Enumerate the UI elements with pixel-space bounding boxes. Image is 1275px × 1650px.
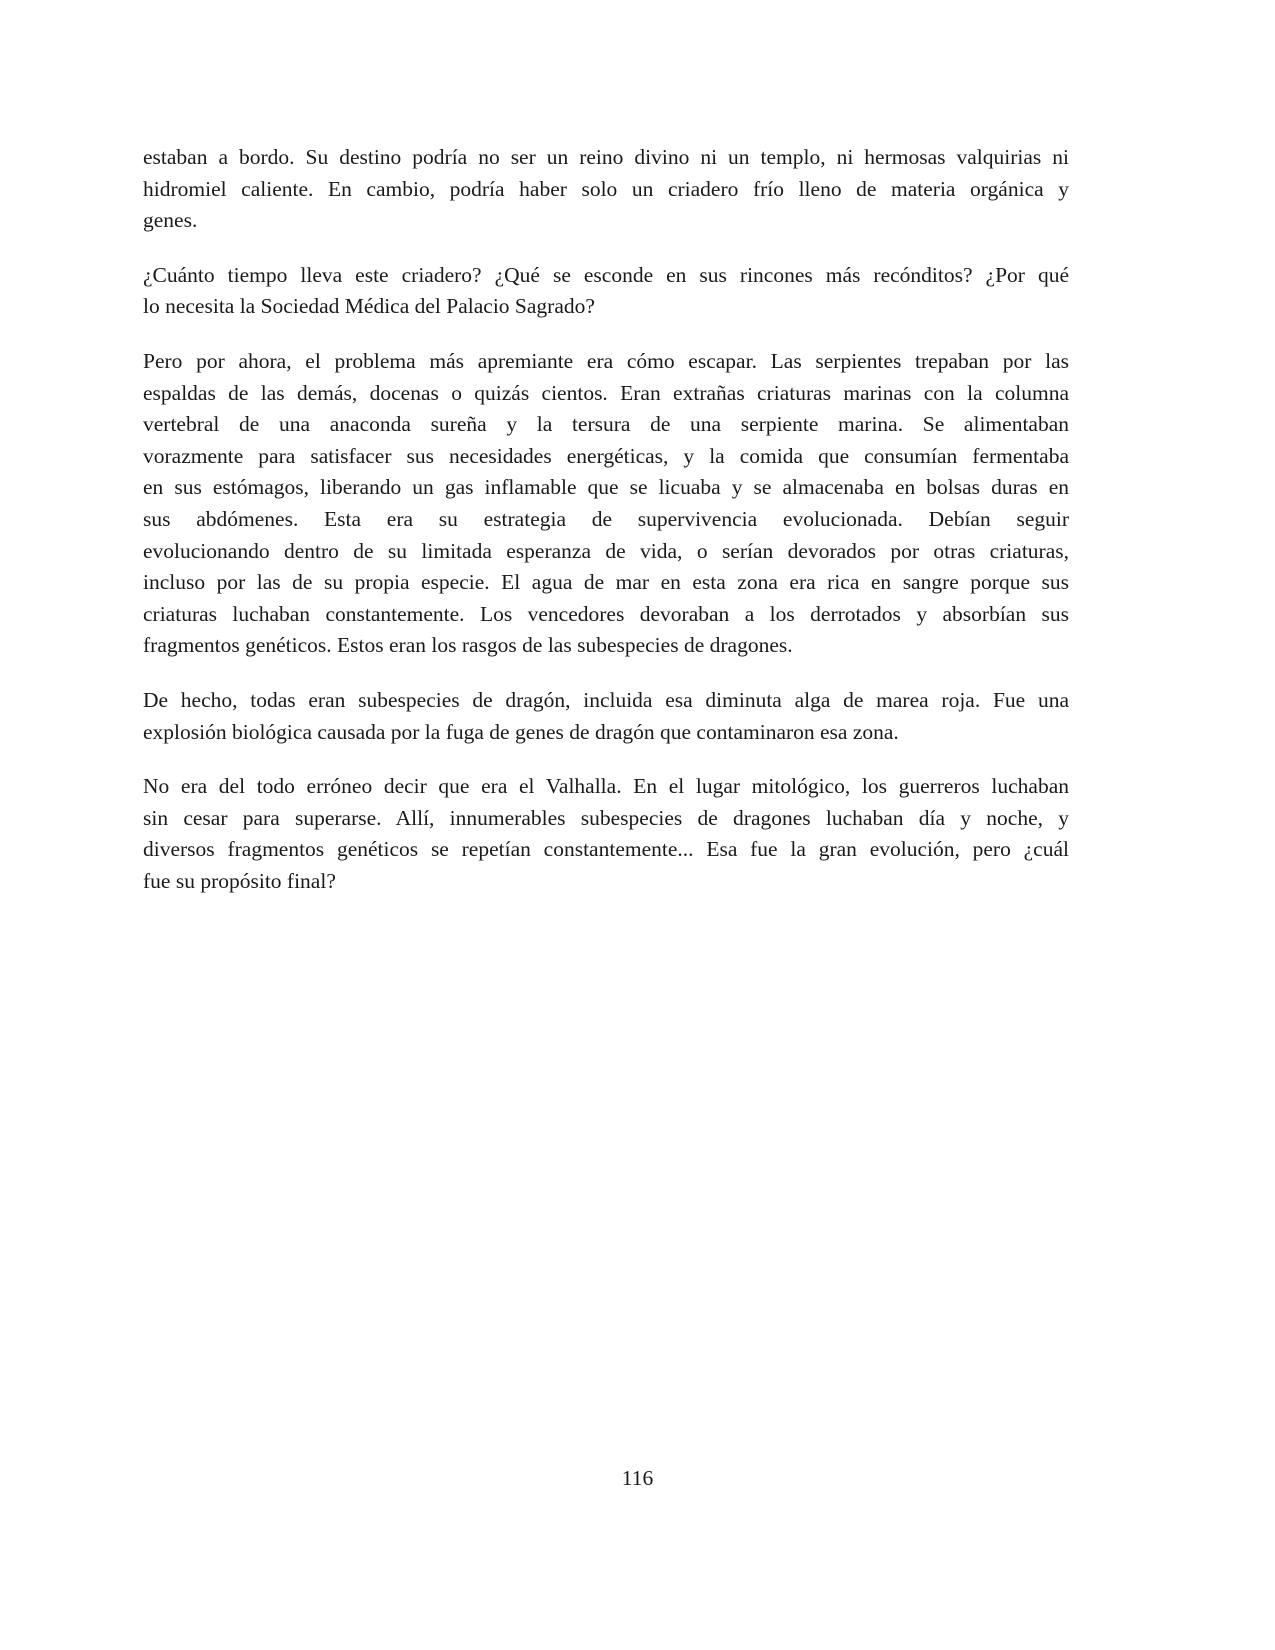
paragraph xyxy=(143,142,1069,237)
text-line: incluso por las de su propia especie. El agua de mar en esta zona era rica en sangre porque sus xyxy=(143,570,1069,595)
text-line: criaturas luchaban constantemente. Los vencedores devoraban a los derrotados y absorbían sus xyxy=(143,601,1069,626)
paragraph xyxy=(143,771,1069,897)
page-number: 116 xyxy=(621,1466,654,1490)
text-line: estaban a bordo. Su destino podría no ser un reino divino ni un templo, ni hermosas valquirias ni xyxy=(143,145,1069,169)
text-line: De hecho, todas eran subespecies de dragón, incluida esa diminuta alga de marea roja. Fue una xyxy=(143,687,1069,712)
text-line: hidromiel caliente. En cambio, podría haber solo un criadero frío lleno de materia orgánica y xyxy=(143,176,1069,201)
text-line: sus abdómenes. Esta era su estrategia de supervivencia evolucionada. Debían seguir xyxy=(143,506,1069,531)
text-line: diversos fragmentos genéticos se repetían constantemente... Esa fue la gran evolución, pero ¿cuál xyxy=(143,837,1069,862)
paragraph xyxy=(143,346,1069,662)
text-line: en sus estómagos, liberando un gas inflamable que se licuaba y se almacenaba en bolsas duras en xyxy=(143,475,1069,500)
text-line: fue su propósito final? xyxy=(143,868,336,893)
text-line: genes. xyxy=(143,208,198,233)
body-text xyxy=(143,142,1069,920)
text-line: sin cesar para superarse. Allí, innumerables subespecies de dragones luchaban día y noche, y xyxy=(143,805,1069,830)
text-line: vorazmente para satisfacer sus necesidades energéticas, y la comida que consumían fermentaba xyxy=(143,443,1069,468)
text-line: lo necesita la Sociedad Médica del Palacio Sagrado? xyxy=(143,294,595,319)
text-line: fragmentos genéticos. Estos eran los rasgos de las subespecies de dragones. xyxy=(143,633,793,658)
text-line: No era del todo erróneo decir que era el Valhalla. En el lugar mitológico, los guerreros luchaban xyxy=(143,774,1069,799)
text-line: evolucionando dentro de su limitada esperanza de vida, o serían devorados por otras criaturas, xyxy=(143,538,1069,563)
paragraph xyxy=(143,685,1069,748)
paragraph xyxy=(143,260,1069,323)
text-line: vertebral de una anaconda sureña y la tersura de una serpiente marina. Se alimentaban xyxy=(143,412,1069,437)
text-line: espaldas de las demás, docenas o quizás cientos. Eran extrañas criaturas marinas con la columna xyxy=(143,380,1069,405)
text-line: ¿Cuánto tiempo lleva este criadero? ¿Qué se esconde en sus rincones más recónditos? ¿Por qué xyxy=(143,262,1069,287)
text-line: explosión biológica causada por la fuga de genes de dragón que contaminaron esa zona. xyxy=(143,719,899,744)
text-line: Pero por ahora, el problema más apremiante era cómo escapar. Las serpientes trepaban por las xyxy=(143,348,1069,373)
